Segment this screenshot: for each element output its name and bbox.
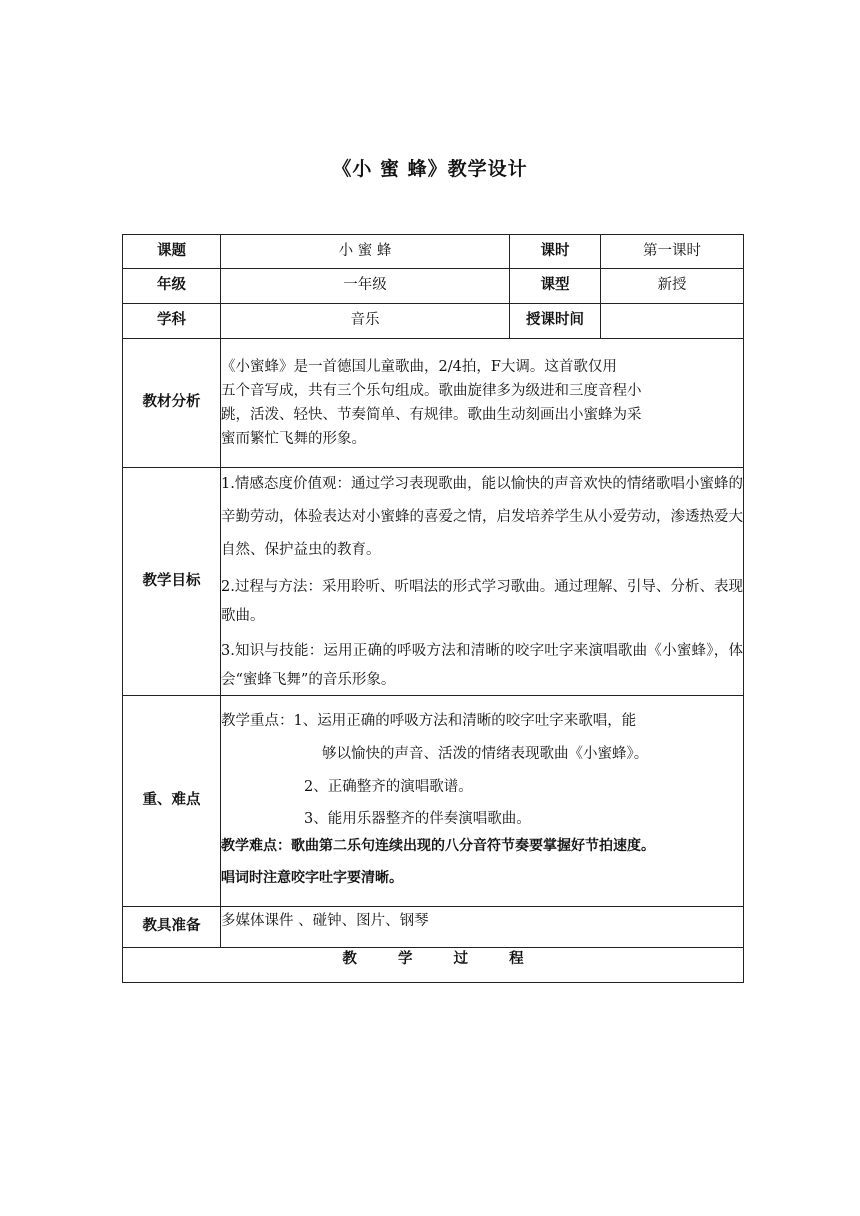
analysis-label: 教材分析: [123, 339, 221, 468]
row-tools: [123, 907, 744, 948]
row-keypoints: [123, 696, 744, 907]
goal-item: 2.过程与方法：采用聆听、听唱法的形式学习歌曲。通过理解、引导、分析、表现歌曲。: [221, 579, 743, 624]
period-label: 课时: [510, 235, 601, 269]
row-analysis: [123, 339, 744, 468]
topic-label: 课题: [123, 235, 221, 269]
keypoint-line: 3、能用乐器整齐的伴奏演唱歌曲。: [304, 810, 531, 827]
analysis-line: 《小蜜蜂》是一首德国儿童歌曲，2/4拍，F大调。这首歌仅用: [221, 359, 617, 375]
process-heading: 教 学 过 程: [123, 948, 744, 983]
goal-item: 3.知识与技能：运用正确的呼吸方法和清晰的咬字吐字来演唱歌曲《小蜜蜂》，体会“蜜蜂飞舞”的音乐形象。: [221, 643, 743, 688]
analysis-content: [221, 339, 744, 468]
subject-value: 音乐: [221, 304, 510, 339]
subject-label: 学科: [123, 304, 221, 339]
keypoint-line: 2、正确整齐的演唱歌谱。: [304, 778, 473, 795]
page-title: 《小 蜜 蜂》教学设计: [332, 158, 528, 180]
goals-content: [221, 468, 744, 696]
analysis-line: 五个音写成，共有三个乐句组成。歌曲旋律多为级进和三度音程小: [221, 383, 642, 399]
grade-label: 年级: [123, 269, 221, 304]
row-topic: [123, 235, 744, 269]
tools-label: 教具准备: [123, 907, 221, 948]
row-subject: [123, 304, 744, 339]
analysis-line: 跳，活泼、轻快、节奏简单、有规律。歌曲生动刻画出小蜜蜂为采: [221, 407, 642, 423]
keypoints-content: [221, 696, 744, 907]
grade-value: 一年级: [221, 269, 510, 304]
goals-label: 教学目标: [123, 468, 221, 696]
time-value: [601, 304, 744, 339]
difficulty-line: 教学难点：歌曲第二乐句连续出现的八分音符节奏要掌握好节拍速度。: [221, 837, 655, 854]
row-grade: [123, 269, 744, 304]
lesson-plan-table: [122, 234, 744, 983]
time-label: 授课时间: [510, 304, 601, 339]
topic-value: 小 蜜 蜂: [221, 235, 510, 269]
keypoint-line: 教学重点：1、运用正确的呼吸方法和清晰的咬字吐字来歌唱，能: [221, 712, 637, 729]
period-value: 第一课时: [601, 235, 744, 269]
analysis-line: 蜜而繁忙飞舞的形象。: [221, 431, 366, 447]
type-label: 课型: [510, 269, 601, 304]
row-process: [123, 948, 744, 983]
keypoint-line: 够以愉快的声音、活泼的情绪表现歌曲《小蜜蜂》。: [322, 745, 649, 762]
type-value: 新授: [601, 269, 744, 304]
row-goals: [123, 468, 744, 696]
keypoints-label: 重、难点: [123, 696, 221, 907]
goal-item: 1.情感态度价值观：通过学习表现歌曲，能以愉快的声音欢快的情绪歌唱小蜜蜂的辛勤劳动，体验表达对小蜜蜂的喜爱之情，启发培养学生从小爱劳动，渗透热爱大自然、保护益虫的教育。: [221, 476, 743, 558]
tools-value: 多媒体课件 、碰钟、图片、钢琴: [221, 907, 744, 948]
difficulty-line: 唱词时注意咬字吐字要清晰。: [221, 869, 403, 886]
